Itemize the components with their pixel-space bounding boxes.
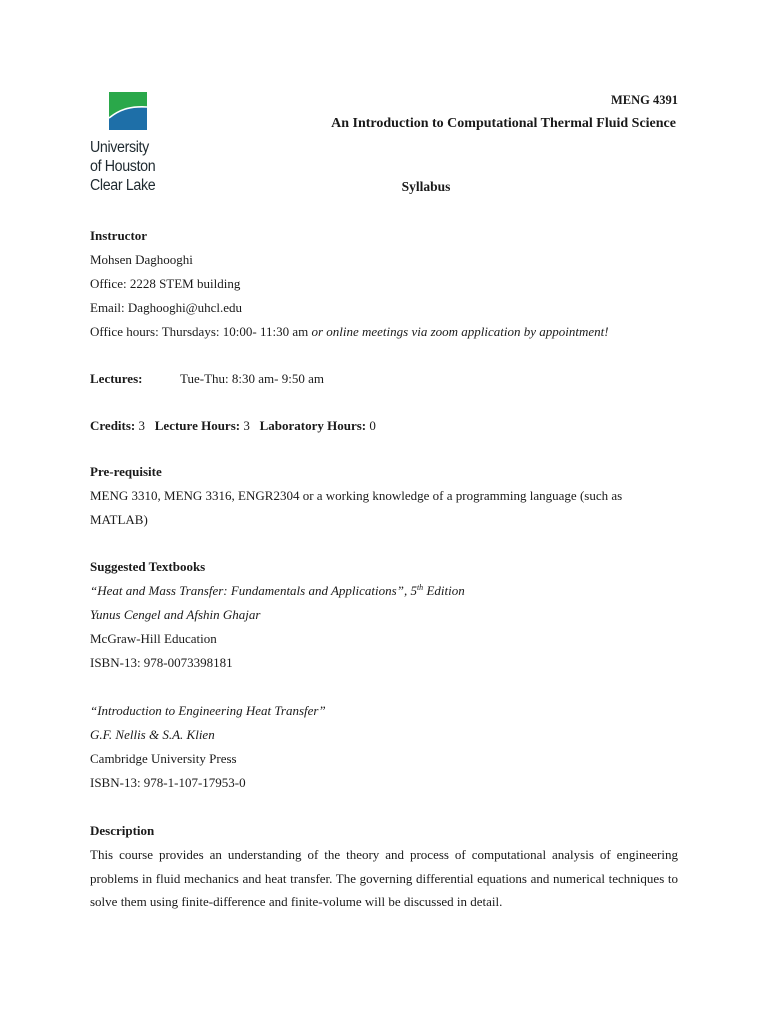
instructor-office: Office: 2228 STEM building (90, 276, 241, 291)
prerequisite-line-1: MENG 3310, MENG 3316, ENGR2304 or a working knowledge of a programming language (such as (90, 488, 623, 503)
lecture-hours-value: 3 (240, 418, 250, 433)
lectures-label: Lectures: (90, 371, 143, 386)
book1-title-edition: Edition (423, 583, 465, 598)
book1-title-main: “Heat and Mass Transfer: Fundamentals and Applications”, 5 (90, 583, 417, 598)
instructor-name: Mohsen Daghooghi (90, 252, 193, 267)
credits-label: Credits: (90, 418, 136, 433)
logo-line-2: of Houston (90, 158, 156, 175)
course-title: An Introduction to Computational Thermal Fluid Science (331, 116, 676, 131)
book2-authors: G.F. Nellis & S.A. Klien (90, 727, 215, 742)
lab-hours-label: Laboratory Hours: (259, 418, 367, 433)
credits-value: 3 (135, 418, 146, 433)
book2-publisher: Cambridge University Press (90, 751, 237, 766)
office-hours (90, 324, 609, 340)
logo-line-3: Clear Lake (90, 177, 156, 194)
credits-row (90, 418, 376, 434)
book1-publisher: McGraw-Hill Education (90, 631, 217, 646)
description-heading: Description (90, 823, 155, 838)
logo-line-1: University (90, 139, 149, 156)
book1-isbn: ISBN-13: 978-0073398181 (90, 655, 233, 670)
book2-isbn: ISBN-13: 978-1-107-17953-0 (90, 775, 246, 790)
instructor-email: Email: Daghooghi@uhcl.edu (90, 300, 243, 315)
textbooks-heading: Suggested Textbooks (90, 559, 206, 574)
course-code: MENG 4391 (610, 93, 678, 107)
uhcl-logo-mark-icon (109, 92, 147, 130)
book2-title: “Introduction to Engineering Heat Transfer” (90, 703, 326, 718)
description-text: This course provides an understanding of the theory and process of computational analysis of engineering problems in fluid mechanics and heat transfer. The governing differential equations and numerical techniques to solve them using finite-difference and finite-volume will be discussed in detail. (90, 847, 678, 909)
office-hours-label: Office hours: Thursdays: 10:00- 11:30 am (90, 324, 312, 339)
prerequisite-heading: Pre-requisite (90, 464, 162, 479)
book1-title (90, 583, 465, 599)
lectures-row (90, 371, 324, 387)
lab-hours-value: 0 (366, 418, 376, 433)
document-type-heading: Syllabus (401, 179, 451, 194)
lecture-hours-label: Lecture Hours: (154, 418, 241, 433)
lectures-value: Tue-Thu: 8:30 am- 9:50 am (180, 371, 324, 386)
office-hours-note: or online meetings via zoom application by appointment! (311, 324, 609, 339)
book1-title-sup: th (416, 583, 424, 592)
prerequisite-line-2: MATLAB) (90, 512, 148, 527)
instructor-heading: Instructor (90, 228, 148, 243)
book1-authors: Yunus Cengel and Afshin Ghajar (90, 607, 261, 622)
